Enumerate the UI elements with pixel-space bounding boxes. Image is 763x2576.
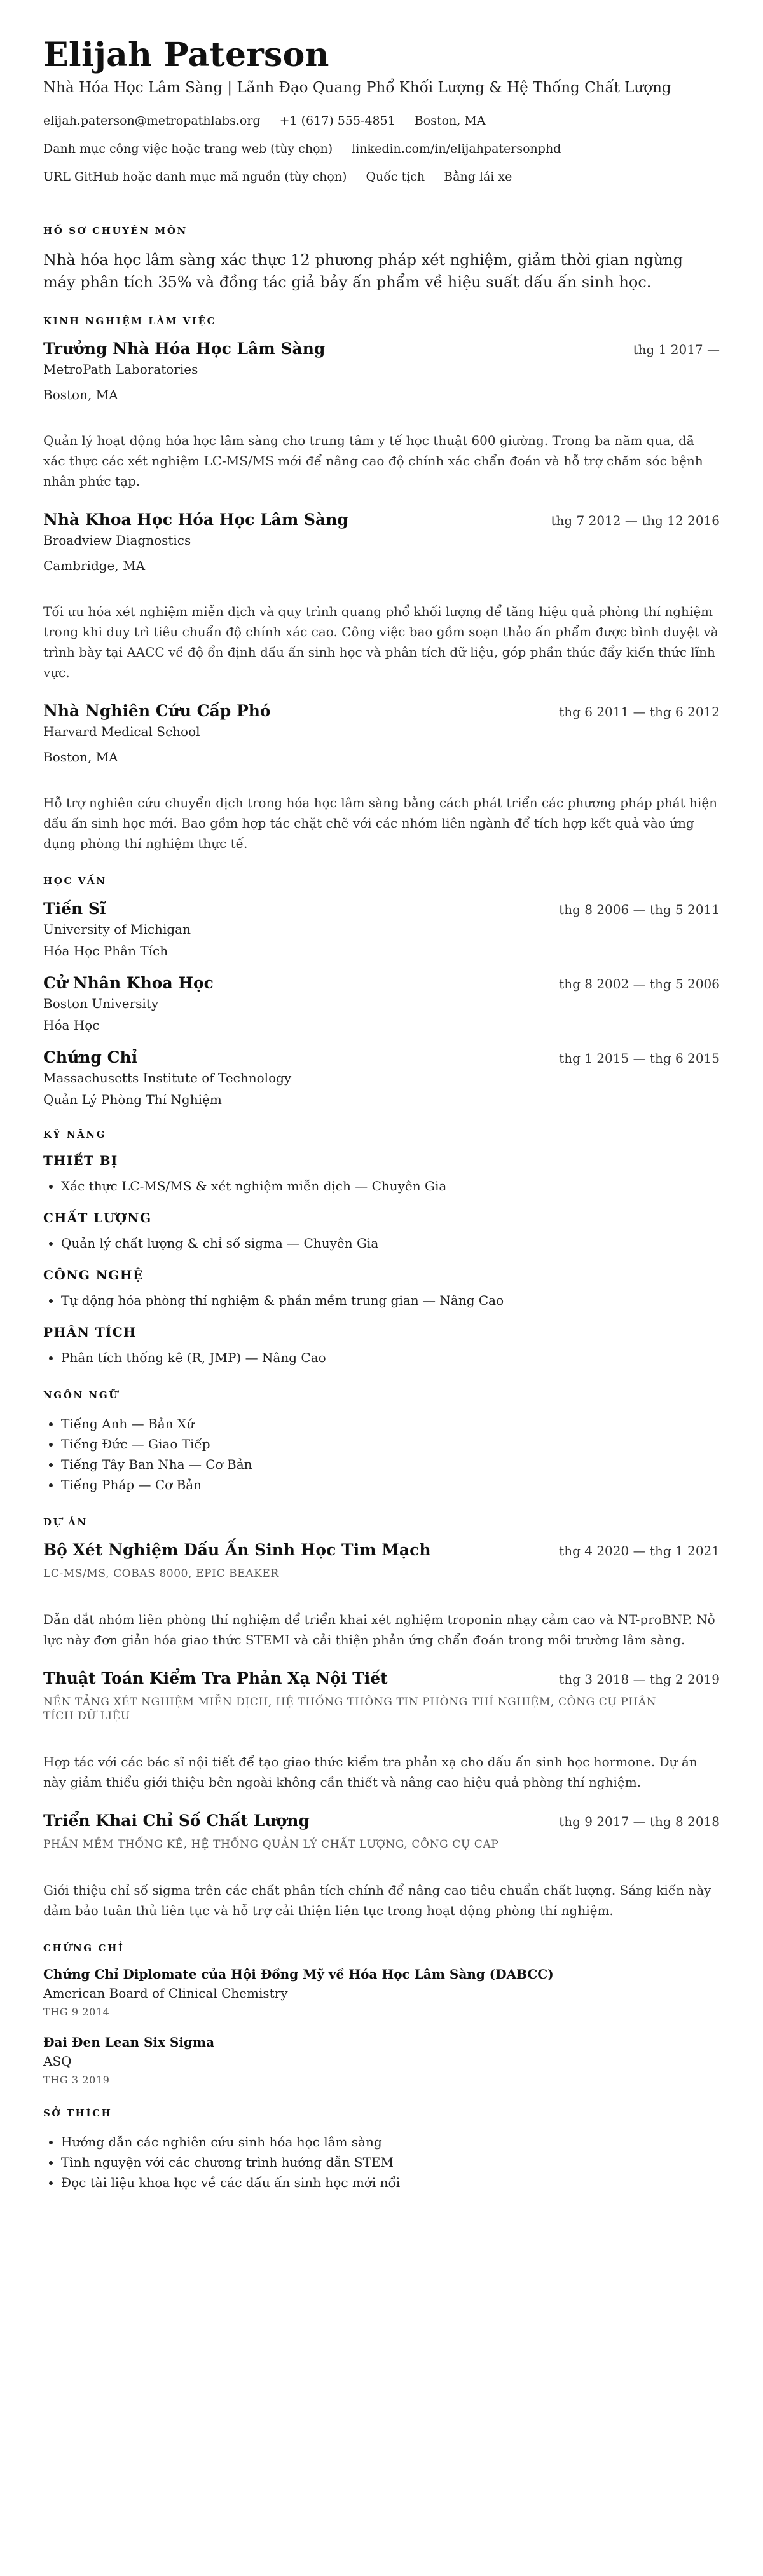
project-date: thg 9 2017 — thg 8 2018 [559, 1814, 720, 1830]
contact-row-1 [43, 114, 720, 128]
section-title: HỌC VẤN [43, 875, 107, 887]
job-employer: MetroPath Laboratories [43, 361, 198, 377]
languages-section [43, 1389, 720, 1495]
portfolio-placeholder: Danh mục công việc hoặc trang web (tùy chọn) [43, 142, 333, 156]
project-entry [43, 1541, 720, 1650]
certification-date: THG 3 2019 [43, 2074, 110, 2087]
section-title: NGÔN NGỮ [43, 1389, 119, 1401]
experience-section [43, 315, 720, 854]
section-title: KINH NGHIỆM LÀM VIỆC [43, 315, 217, 327]
job-entry [43, 339, 720, 491]
job-description: Hỗ trợ nghiên cứu chuyển dịch trong hóa học lâm sàng bằng cách phát triển các phương pháp phát hiện dấu ấn sinh học mới. Bao gồm hợp tác chặt chẽ với các nhóm liên ngành để tích hợp kết quả vào ứng dụng phòng thí nghiệm thực tế. [43, 794, 718, 851]
email-link[interactable]: elijah.paterson@metropathlabs.org [43, 114, 261, 128]
language-item: • Tiếng Đức — Giao Tiếp [61, 1434, 720, 1454]
school-name: Massachusetts Institute of Technology [43, 1070, 292, 1086]
education-date: thg 1 2015 — thg 6 2015 [559, 1050, 720, 1066]
candidate-headline: Nhà Hóa Học Lâm Sàng | Lãnh Đạo Quang Phổ Khối Lượng & Hệ Thống Chất Lượng [43, 79, 671, 96]
certification-issuer: American Board of Clinical Chemistry [43, 1986, 288, 2001]
job-location: Cambridge, MA [43, 557, 146, 573]
job-location: Boston, MA [43, 386, 118, 402]
project-title: Triển Khai Chỉ Số Chất Lượng [43, 1811, 310, 1830]
license-placeholder: Bằng lái xe [444, 170, 512, 184]
job-employer: Harvard Medical School [43, 723, 200, 739]
school-name: Boston University [43, 995, 159, 1011]
skill-group-name: CHẤT LƯỢNG [43, 1210, 152, 1225]
profile-summary: Nhà hóa học lâm sàng xác thực 12 phương pháp xét nghiệm, giảm thời gian ngừng máy phân tích 35% và đồng tác giả bảy ấn phẩm về hiệu suất dấu ấn sinh học. [43, 251, 683, 291]
section-title: CHỨNG CHỈ [43, 1942, 125, 1954]
certification-issuer: ASQ [43, 2054, 72, 2069]
contact-row-2 [43, 142, 720, 156]
projects-section [43, 1516, 720, 1921]
interest-item: • Tình nguyện với các chương trình hướng dẫn STEM [61, 2152, 720, 2172]
job-date: thg 6 2011 — thg 6 2012 [559, 704, 720, 719]
skill-group [43, 1153, 720, 1196]
skill-group-name: THIẾT BỊ [43, 1152, 118, 1168]
project-description: Hợp tác với các bác sĩ nội tiết để tạo giao thức kiểm tra phản xạ cho dấu ấn sinh học hormone. Dự án này giảm thiểu giới thiệu bên ngoài không cần thiết và nâng cao hiệu quả phòng thí nghiệm. [43, 1754, 698, 1790]
language-item: • Tiếng Pháp — Cơ Bản [61, 1475, 720, 1495]
project-entry [43, 1811, 720, 1921]
certification-entry [43, 1966, 720, 2018]
certification-name: Chứng Chỉ Diplomate của Hội Đồng Mỹ về Hóa Học Lâm Sàng (DABCC) [43, 1966, 554, 1982]
education-section [43, 875, 720, 1107]
candidate-name: Elijah Paterson [43, 36, 329, 74]
education-entry [43, 974, 720, 1033]
job-description: Quản lý hoạt động hóa học lâm sàng cho trung tâm y tế học thuật 600 giường. Trong ba năm qua, đã xác thực các xét nghiệm LC-MS/MS mới để nâng cao độ chính xác chẩn đoán và hỗ trợ chăm sóc bệnh nhân phức tạp. [43, 432, 703, 489]
interests-section [43, 2108, 720, 2193]
section-title: DỰ ÁN [43, 1516, 88, 1528]
language-item: • Tiếng Anh — Bản Xứ [61, 1414, 720, 1434]
phone-number: +1 (617) 555-4851 [279, 114, 395, 128]
certifications-section [43, 1942, 720, 2086]
skill-group [43, 1210, 720, 1253]
project-description: Giới thiệu chỉ số sigma trên các chất phân tích chính để nâng cao tiêu chuẩn chất lượng. Sáng kiến này đảm bảo tuân thủ liên tục và hỗ trợ cải thiện liên tục trong hoạt động phòng thí nghiệm. [43, 1883, 711, 1919]
contact-row-3 [43, 170, 720, 184]
education-date: thg 8 2002 — thg 5 2006 [559, 976, 720, 992]
skill-item: • Xác thực LC-MS/MS & xét nghiệm miễn dịch — Chuyên Gia [61, 1176, 720, 1196]
job-entry [43, 702, 720, 854]
skill-group [43, 1325, 720, 1368]
section-title: SỞ THÍCH [43, 2108, 113, 2120]
github-placeholder: URL GitHub hoặc danh mục mã nguồn (tùy chọn) [43, 170, 347, 184]
nationality-placeholder: Quốc tịch [366, 170, 425, 184]
project-description: Dẫn dắt nhóm liên phòng thí nghiệm để triển khai xét nghiệm troponin nhạy cảm cao và NT-proBNP. Nỗ lực này đơn giản hóa giao thức STEMI và cải thiện phản ứng chẩn đoán trong môi trường lâm sàng. [43, 1611, 715, 1647]
interest-item: • Hướng dẫn các nghiên cứu sinh hóa học lâm sàng [61, 2132, 720, 2152]
job-employer: Broadview Diagnostics [43, 532, 191, 548]
degree-title: Cử Nhân Khoa Học [43, 973, 214, 992]
project-title: Thuật Toán Kiểm Tra Phản Xạ Nội Tiết [43, 1668, 388, 1687]
project-technologies: NỀN TẢNG XÉT NGHIỆM MIỄN DỊCH, HỆ THỐNG THÔNG TIN PHÒNG THÍ NGHIỆM, CÔNG CỤ PHÂN TÍCH DỮ LIỆU [43, 1695, 657, 1723]
project-date: thg 4 2020 — thg 1 2021 [559, 1543, 720, 1558]
job-title: Nhà Nghiên Cứu Cấp Phó [43, 701, 271, 720]
section-title: HỒ SƠ CHUYÊN MÔN [43, 225, 188, 236]
job-title: Trưởng Nhà Hóa Học Lâm Sàng [43, 339, 326, 358]
resume-header [43, 36, 720, 184]
interest-item: • Đọc tài liệu khoa học về các dấu ấn sinh học mới nổi [61, 2172, 720, 2193]
skill-item: • Quản lý chất lượng & chỉ số sigma — Chuyên Gia [61, 1233, 720, 1253]
project-entry [43, 1669, 720, 1793]
language-item: • Tiếng Tây Ban Nha — Cơ Bản [61, 1454, 720, 1475]
field-of-study: Hóa Học [43, 1017, 100, 1033]
profile-section [43, 225, 720, 294]
skill-item: • Tự động hóa phòng thí nghiệm & phần mềm trung gian — Nâng Cao [61, 1290, 720, 1311]
job-description: Tối ưu hóa xét nghiệm miễn dịch và quy trình quang phổ khối lượng để tăng hiệu quả phòng thí nghiệm trong khi duy trì tiêu chuẩn độ chính xác cao. Công việc bao gồm soạn thảo ấn phẩm được bình duyệt và trình bày tại AACC về độ ổn định dấu ấn sinh học và phân tích dữ liệu, góp phần thúc đẩy kiến thức lĩnh vực. [43, 603, 718, 680]
skill-item: • Phân tích thống kê (R, JMP) — Nâng Cao [61, 1347, 720, 1368]
project-title: Bộ Xét Nghiệm Dấu Ấn Sinh Học Tim Mạch [43, 1540, 431, 1559]
project-technologies: LC-MS/MS, COBAS 8000, EPIC BEAKER [43, 1567, 279, 1580]
education-entry [43, 1048, 720, 1107]
skill-group-name: CÔNG NGHỆ [43, 1267, 144, 1283]
skill-group-name: PHÂN TÍCH [43, 1324, 137, 1340]
field-of-study: Quản Lý Phòng Thí Nghiệm [43, 1091, 222, 1107]
education-entry [43, 899, 720, 958]
certification-entry [43, 2034, 720, 2086]
education-date: thg 8 2006 — thg 5 2011 [559, 901, 720, 917]
linkedin-link[interactable]: linkedin.com/in/elijahpatersonphd [352, 142, 561, 156]
job-title: Nhà Khoa Học Hóa Học Lâm Sàng [43, 510, 348, 529]
certification-date: THG 9 2014 [43, 2006, 110, 2019]
degree-title: Tiến Sĩ [43, 899, 106, 918]
job-location: Boston, MA [43, 749, 118, 765]
skills-section [43, 1129, 720, 1368]
certification-name: Đai Đen Lean Six Sigma [43, 2034, 215, 2050]
section-title: KỸ NĂNG [43, 1128, 107, 1140]
project-technologies: PHẦN MỀM THỐNG KÊ, HỆ THỐNG QUẢN LÝ CHẤT LƯỢNG, CÔNG CỤ CAP [43, 1838, 499, 1851]
project-date: thg 3 2018 — thg 2 2019 [559, 1671, 720, 1687]
job-entry [43, 510, 720, 683]
job-date: thg 1 2017 — [633, 341, 720, 357]
job-date: thg 7 2012 — thg 12 2016 [551, 512, 720, 528]
school-name: University of Michigan [43, 921, 191, 937]
degree-title: Chứng Chỉ [43, 1047, 138, 1067]
skill-group [43, 1267, 720, 1311]
location-text: Boston, MA [414, 114, 486, 128]
field-of-study: Hóa Học Phân Tích [43, 943, 168, 958]
